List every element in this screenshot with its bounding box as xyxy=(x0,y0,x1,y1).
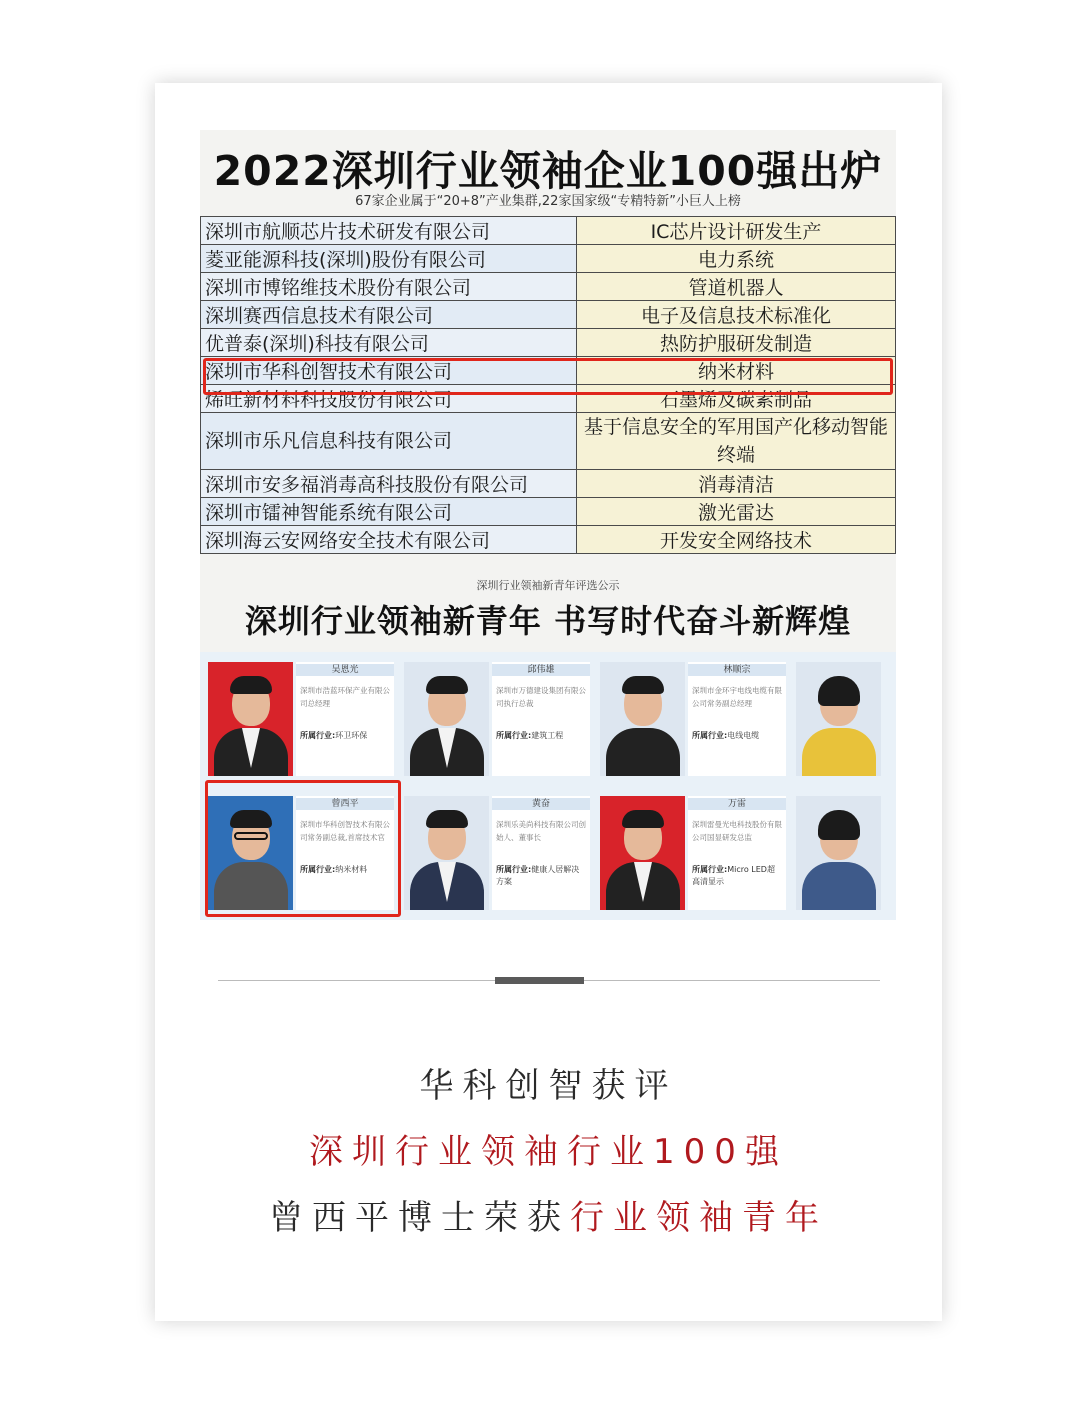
company-name: 烯旺新材料科技股份有限公司 xyxy=(201,385,577,413)
profile-info xyxy=(296,662,394,776)
profile-photo xyxy=(404,796,489,910)
profile-industry: 所属行业:Micro LED超高清显示 xyxy=(692,865,775,886)
profile-name: 黄奋 xyxy=(492,798,590,810)
profile-industry: 所属行业:建筑工程 xyxy=(496,731,564,740)
table-row xyxy=(201,526,896,554)
profile-industry: 所属行业:健康人居解决方案 xyxy=(496,865,580,886)
company-industry: 基于信息安全的军用国产化移动智能终端 xyxy=(577,413,896,470)
company-name: 菱亚能源科技(深圳)股份有限公司 xyxy=(201,245,577,273)
company-industry: 管道机器人 xyxy=(577,273,896,301)
table-row xyxy=(201,498,896,526)
profile-industry: 所属行业:电线电缆 xyxy=(692,731,760,740)
table-row xyxy=(201,301,896,329)
profile-description: 深圳市华科创智技术有限公司常务副总裁,首席技术官 xyxy=(300,820,390,842)
profile-photo xyxy=(208,662,293,776)
profile-description: 深圳乐美尚科技有限公司创始人、董事长 xyxy=(496,820,586,842)
highlight-box-profile xyxy=(205,780,401,917)
profile-photo xyxy=(796,796,881,910)
table-row xyxy=(201,329,896,357)
profile-industry: 所属行业:环卫环保 xyxy=(300,731,368,740)
youth-section-caption: 深圳行业领袖新青年评选公示 xyxy=(476,579,620,592)
youth-headline: 深圳行业领袖新青年 书写时代奋斗新辉煌 xyxy=(244,602,852,640)
company-name: 深圳市镭神智能系统有限公司 xyxy=(201,498,577,526)
profile-description: 深圳雷曼光电科技股份有限公司国显研发总监 xyxy=(692,820,782,842)
company-industry: 电子及信息技术标准化 xyxy=(577,301,896,329)
company-name: 深圳市乐凡信息科技有限公司 xyxy=(201,413,577,470)
profile-card xyxy=(790,790,896,914)
profile-description: 深圳市金环宇电线电缆有限公司常务副总经理 xyxy=(692,686,782,708)
profile-name: 曾西平 xyxy=(296,798,394,810)
company-industry: 纳米材料 xyxy=(577,357,896,385)
caption-line-3 xyxy=(155,1190,942,1239)
company-industry: IC芯片设计研发生产 xyxy=(577,217,896,245)
profile-name: 万雷 xyxy=(688,798,786,810)
clipping-subheadline: 67家企业属于“20+8”产业集群,22家国家级“专精特新”小巨人上榜 xyxy=(355,194,741,209)
company-industry: 热防护服研发制造 xyxy=(577,329,896,357)
clipping-headline: 2022深圳行业领袖企业100强出炉 xyxy=(213,147,883,195)
table-row xyxy=(201,245,896,273)
company-name: 深圳市航顺芯片技术研发有限公司 xyxy=(201,217,577,245)
profile-card xyxy=(594,790,790,914)
company-name: 深圳市博铭维技术股份有限公司 xyxy=(201,273,577,301)
profile-photo xyxy=(796,662,881,776)
caption-line-1: 华科创智获评 xyxy=(419,1066,678,1106)
profile-photo xyxy=(600,796,685,910)
profile-info xyxy=(492,796,590,910)
profile-card xyxy=(594,656,790,780)
profile-name: 林顺宗 xyxy=(688,664,786,676)
caption-line-2: 深圳行业领袖行业100强 xyxy=(309,1132,788,1172)
company-industry: 电力系统 xyxy=(577,245,896,273)
caption-line-3-prefix: 曾西平博士荣获 xyxy=(269,1198,570,1238)
profile-photo xyxy=(404,662,489,776)
profile-card xyxy=(398,656,594,780)
company-industry: 激光雷达 xyxy=(577,498,896,526)
profile-description: 深圳市万德建设集团有限公司执行总裁 xyxy=(496,686,586,708)
caption-line-3-highlight: 行业领袖青年 xyxy=(570,1198,828,1238)
profile-photo xyxy=(600,662,685,776)
divider-accent xyxy=(495,977,584,984)
table-row xyxy=(201,413,896,470)
company-name: 优普泰(深圳)科技有限公司 xyxy=(201,329,577,357)
table-row xyxy=(201,217,896,245)
table-row xyxy=(201,470,896,498)
profile-info xyxy=(492,662,590,776)
profile-card xyxy=(790,656,896,780)
company-industry: 消毒清洁 xyxy=(577,470,896,498)
profile-industry: 所属行业:纳米材料 xyxy=(300,865,368,874)
profile-name: 吴恩光 xyxy=(296,664,394,676)
profile-description: 深圳市浩蓝环保产业有限公司总经理 xyxy=(300,686,390,708)
company-industry: 石墨烯及碳素制品 xyxy=(577,385,896,413)
profile-info xyxy=(688,662,786,776)
company-name: 深圳海云安网络安全技术有限公司 xyxy=(201,526,577,554)
company-industry: 开发安全网络技术 xyxy=(577,526,896,554)
highlight-box-company xyxy=(203,358,893,395)
profile-card xyxy=(398,790,594,914)
profile-name: 邱伟雄 xyxy=(492,664,590,676)
company-name: 深圳市华科创智技术有限公司 xyxy=(201,357,577,385)
company-name: 深圳赛西信息技术有限公司 xyxy=(201,301,577,329)
profile-info xyxy=(688,796,786,910)
table-row xyxy=(201,273,896,301)
company-name: 深圳市安多福消毒高科技股份有限公司 xyxy=(201,470,577,498)
profile-card xyxy=(202,656,398,780)
